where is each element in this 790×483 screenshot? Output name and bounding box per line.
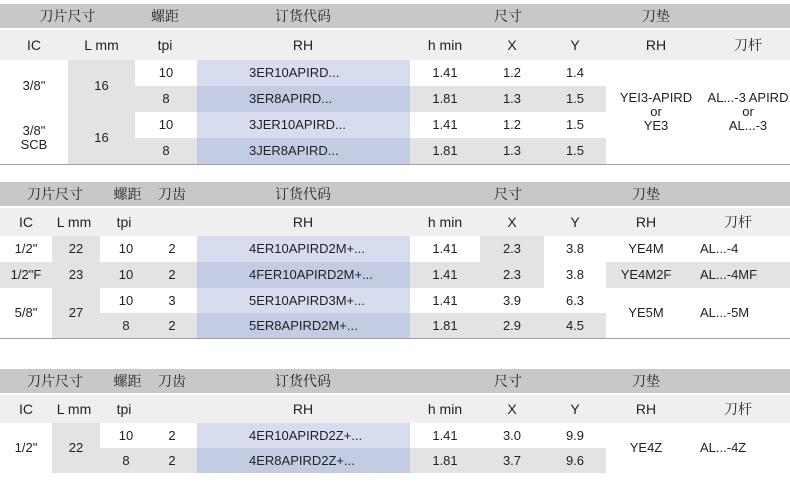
holder-cell: AL...-4MF xyxy=(700,267,758,282)
col-rh: RH xyxy=(292,401,314,417)
holder-cell: AL...-5M xyxy=(700,305,750,320)
shim-rh-cell: YE4M xyxy=(628,241,664,256)
x-cell: 3.0 xyxy=(502,427,522,443)
y-cell: 1.5 xyxy=(565,143,585,158)
hmin-cell: 1.41 xyxy=(432,267,458,282)
table-2-subheader-row xyxy=(0,208,790,236)
header-insert-size: 刀片尺寸 xyxy=(27,186,83,202)
table-3 xyxy=(0,369,790,473)
tpi-cell: 10 xyxy=(118,292,134,308)
header-pitch: 螺距 xyxy=(151,8,179,24)
x-cell: 3.9 xyxy=(502,292,522,308)
teeth-cell: 2 xyxy=(168,267,176,282)
teeth-cell: 2 xyxy=(168,427,176,443)
order-code: 5ER10APIRD3M+... xyxy=(197,288,410,313)
x-cell: 3.7 xyxy=(502,452,522,468)
y-cell: 4.5 xyxy=(565,317,585,333)
x-cell: 2.3 xyxy=(480,236,544,262)
col-shim-rh: RH xyxy=(635,401,657,417)
hmin-cell: 1.41 xyxy=(432,241,458,256)
tpi-cell: 8 xyxy=(162,143,170,158)
table-row xyxy=(100,288,606,313)
col-holder: 刀杆 xyxy=(724,214,752,230)
lmm-cell: 16 xyxy=(68,112,135,164)
table-row xyxy=(135,86,606,112)
col-tpi: tpi xyxy=(116,214,132,230)
x-cell: 1.2 xyxy=(502,65,522,80)
ic-cell: 1/2"F xyxy=(10,267,42,282)
order-code: 4ER10APIRD2Z+... xyxy=(197,423,410,448)
hmin-cell: 1.41 xyxy=(432,292,458,308)
ic-cell: 3/8" xyxy=(22,78,46,93)
table-2-header-row xyxy=(0,182,790,206)
teeth-cell: 2 xyxy=(168,317,176,333)
tpi-cell: 10 xyxy=(118,427,134,443)
hmin-cell: 1.81 xyxy=(432,452,458,468)
col-y: Y xyxy=(570,214,580,230)
order-code: 3ER10APIRD... xyxy=(197,60,410,86)
col-x: X xyxy=(507,37,517,53)
table-row xyxy=(0,236,790,262)
x-cell: 2.3 xyxy=(502,267,522,282)
hmin-cell: 1.81 xyxy=(432,317,458,333)
lmm-cell: 22 xyxy=(52,236,100,262)
order-code: 4ER10APIRD2M+... xyxy=(197,236,410,262)
lmm-cell: 22 xyxy=(52,423,100,473)
teeth-cell: 3 xyxy=(168,292,176,308)
y-cell: 1.4 xyxy=(565,65,585,80)
header-insert-size: 刀片尺寸 xyxy=(27,373,83,389)
shim-rh-or: or xyxy=(650,104,662,119)
col-shim-rh: RH xyxy=(645,37,667,53)
ic-cell: 5/8" xyxy=(14,305,38,320)
table-1-header-row xyxy=(0,4,790,28)
shim-rh-cell: YE4M2F xyxy=(620,267,672,282)
tpi-cell: 8 xyxy=(122,452,130,468)
shim-rh-line: YE3 xyxy=(643,118,669,133)
table-2 xyxy=(0,182,790,338)
holder-cell xyxy=(706,60,790,164)
y-cell: 3.8 xyxy=(565,241,585,256)
order-code: 3JER8APIRD... xyxy=(197,138,410,164)
col-y: Y xyxy=(570,37,580,53)
order-code: 5ER8APIRD2M+... xyxy=(197,313,410,338)
header-shim: 刀垫 xyxy=(632,186,660,202)
y-cell: 3.8 xyxy=(544,262,606,288)
header-order-code: 订货代码 xyxy=(275,8,331,24)
col-lmm: L mm xyxy=(84,37,119,53)
lmm-cell: 27 xyxy=(52,288,100,338)
x-cell: 1.3 xyxy=(502,143,522,158)
table-row xyxy=(100,423,606,448)
ic-value: 3/8" xyxy=(22,123,46,138)
x-cell: 2.9 xyxy=(502,317,522,333)
y-cell: 9.9 xyxy=(565,427,585,443)
table-3-subheader-row xyxy=(0,395,790,423)
shim-rh-cell xyxy=(606,60,706,164)
col-x: X xyxy=(507,214,517,230)
tpi-cell: 10 xyxy=(158,117,174,132)
col-ic: IC xyxy=(19,401,33,417)
table-row xyxy=(0,262,790,288)
header-dimensions: 尺寸 xyxy=(494,8,522,24)
col-shim-rh: RH xyxy=(635,214,657,230)
col-holder: 刀杆 xyxy=(734,37,762,53)
order-code: 4ER8APIRD2Z+... xyxy=(197,448,410,473)
shim-rh-cell: YE4Z xyxy=(629,440,663,455)
table-1 xyxy=(0,4,790,164)
tpi-cell: 8 xyxy=(122,317,130,333)
tpi-cell: 10 xyxy=(118,267,134,282)
col-rh: RH xyxy=(292,37,314,53)
header-pitch: 螺距 xyxy=(113,186,142,202)
holder-line: AL...-3 xyxy=(728,118,768,133)
table-row xyxy=(135,138,606,164)
order-code: 4FER10APIRD2M+... xyxy=(197,262,410,288)
col-hmin: h min xyxy=(427,214,463,230)
col-tpi: tpi xyxy=(116,401,132,417)
y-cell: 9.6 xyxy=(565,452,585,468)
col-x: X xyxy=(507,401,517,417)
hmin-cell: 1.81 xyxy=(432,143,458,158)
table-1-subheader-row xyxy=(0,30,790,60)
header-pitch: 螺距 xyxy=(113,373,142,389)
col-y: Y xyxy=(570,401,580,417)
teeth-cell: 2 xyxy=(168,241,176,256)
lmm-cell: 16 xyxy=(68,60,135,112)
col-ic: IC xyxy=(27,37,41,53)
y-cell: 1.5 xyxy=(565,117,585,132)
table-3-header-row xyxy=(0,369,790,393)
header-insert-size: 刀片尺寸 xyxy=(39,8,96,24)
y-cell: 6.3 xyxy=(565,292,585,308)
order-code: 3ER8APIRD... xyxy=(197,86,410,112)
col-lmm: L mm xyxy=(56,401,92,417)
header-teeth: 刀齿 xyxy=(158,186,186,202)
col-rh: RH xyxy=(292,214,314,230)
header-shim: 刀垫 xyxy=(642,8,670,24)
order-code: 3JER10APIRD... xyxy=(197,112,410,138)
col-ic: IC xyxy=(19,214,33,230)
header-teeth: 刀齿 xyxy=(158,373,186,389)
header-dimensions: 尺寸 xyxy=(494,186,522,202)
hmin-cell: 1.41 xyxy=(432,65,458,80)
col-hmin: h min xyxy=(427,401,463,417)
teeth-cell: 2 xyxy=(168,452,176,468)
table-2-bottom-rule xyxy=(0,338,790,339)
tpi-cell: 10 xyxy=(118,241,134,256)
holder-or: or xyxy=(742,104,754,119)
tpi-cell: 8 xyxy=(162,91,170,106)
hmin-cell: 1.41 xyxy=(432,117,458,132)
header-order-code: 订货代码 xyxy=(275,373,331,389)
shim-rh-line: YEI3-APIRD xyxy=(619,90,693,105)
lmm-cell: 23 xyxy=(68,267,84,282)
holder-cell: AL...-4 xyxy=(700,241,739,256)
x-cell: 1.2 xyxy=(502,117,522,132)
header-order-code: 订货代码 xyxy=(275,186,331,202)
y-cell: 1.5 xyxy=(565,91,585,106)
header-dimensions: 尺寸 xyxy=(494,373,522,389)
ic-suffix: SCB xyxy=(20,137,48,152)
col-tpi: tpi xyxy=(157,37,173,53)
tpi-cell: 10 xyxy=(158,65,174,80)
hmin-cell: 1.81 xyxy=(432,91,458,106)
table-row xyxy=(100,313,606,338)
table-1-bottom-rule xyxy=(0,164,790,165)
holder-line: AL...-3 APIRD xyxy=(707,90,789,105)
col-holder: 刀杆 xyxy=(724,401,752,417)
ic-cell: 1/2" xyxy=(14,440,38,455)
ic-cell: 1/2" xyxy=(14,241,38,256)
table-row xyxy=(100,448,606,473)
shim-rh-cell: YE5M xyxy=(628,305,664,320)
hmin-cell: 1.41 xyxy=(432,427,458,443)
col-hmin: h min xyxy=(427,37,463,53)
header-shim: 刀垫 xyxy=(632,373,660,389)
x-cell: 1.3 xyxy=(502,91,522,106)
col-lmm: L mm xyxy=(56,214,92,230)
holder-cell: AL...-4Z xyxy=(700,440,747,455)
